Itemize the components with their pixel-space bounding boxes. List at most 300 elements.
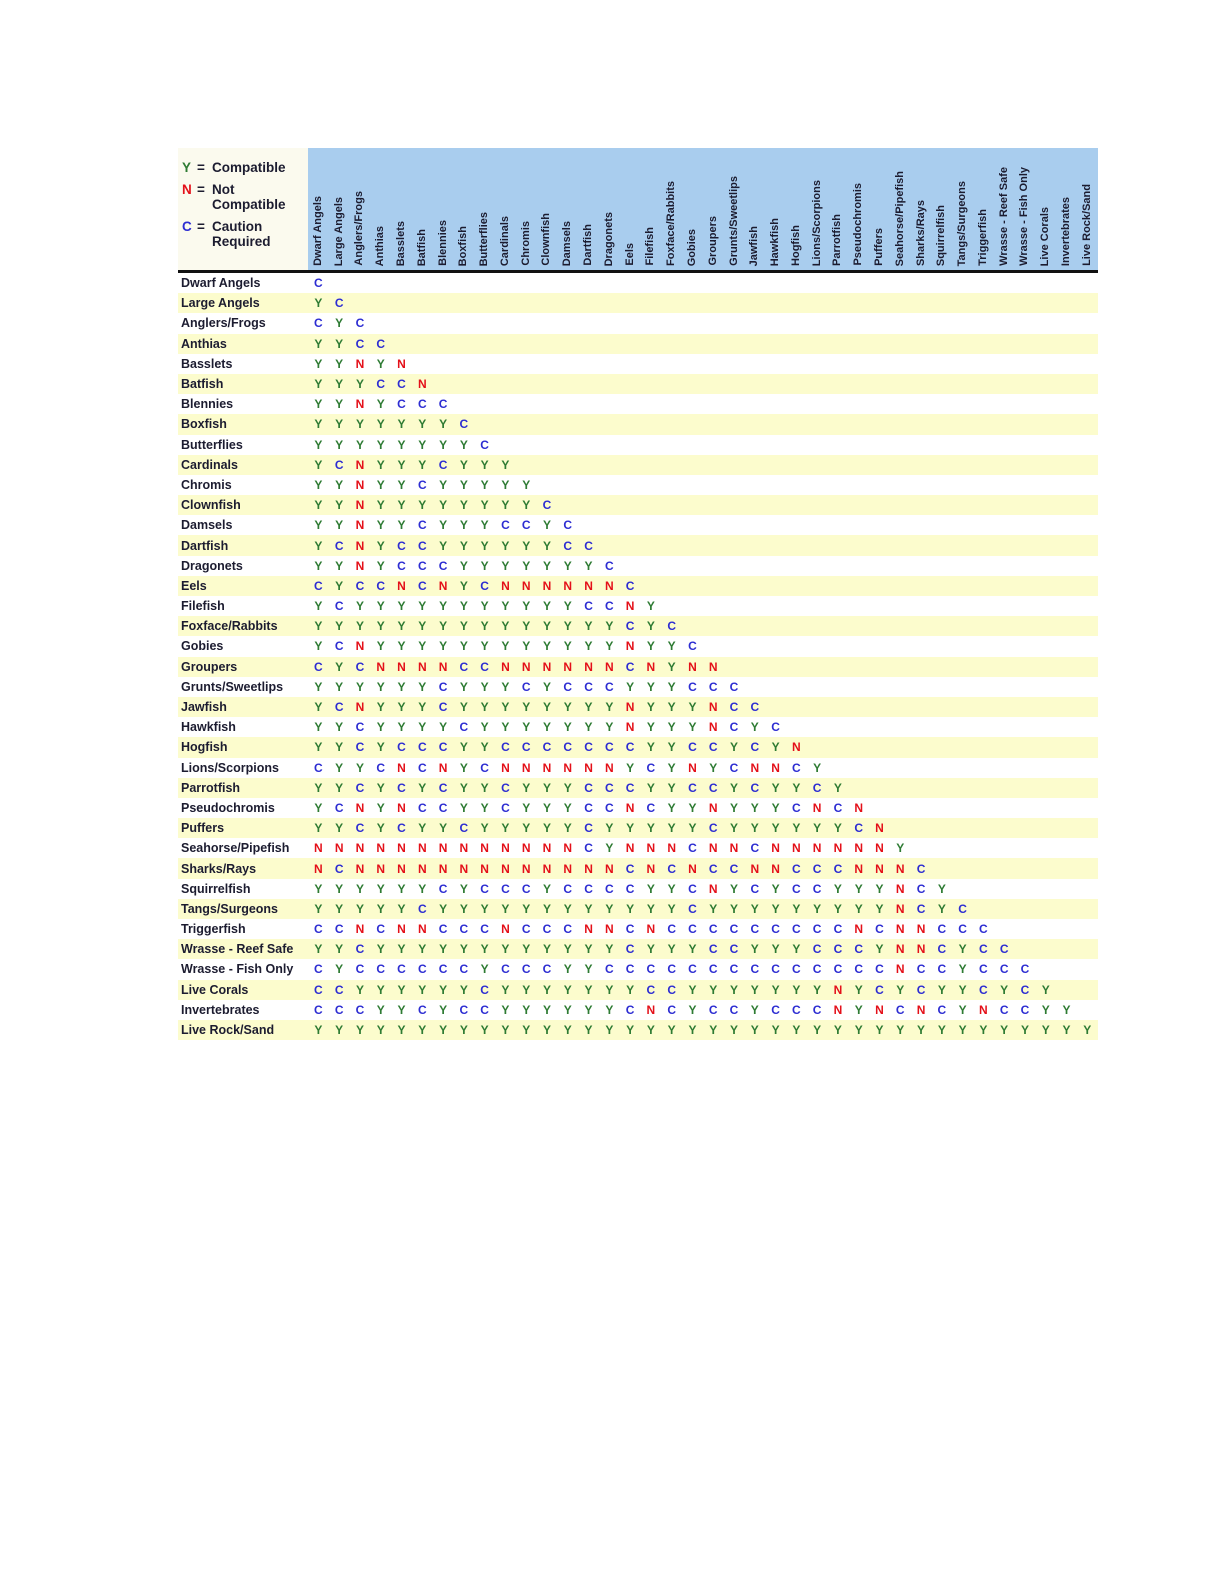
matrix-cell: Y [376, 700, 385, 715]
matrix-cell: Y [813, 760, 822, 775]
matrix-row [178, 697, 1098, 717]
matrix-cell: C [417, 578, 427, 593]
matrix-cell: N [563, 861, 573, 876]
matrix-cell: C [438, 397, 448, 412]
matrix-row [178, 919, 1098, 939]
matrix-cell: C [521, 881, 531, 896]
matrix-cell: C [521, 518, 531, 533]
matrix-cell: Y [626, 760, 635, 775]
matrix-cell: N [625, 800, 635, 815]
matrix-cell: N [542, 578, 552, 593]
matrix-cell: C [875, 982, 884, 997]
column-header [994, 148, 1015, 270]
matrix-cell: N [459, 861, 469, 876]
matrix-row [178, 980, 1098, 1000]
matrix-cell: C [438, 700, 448, 715]
matrix-cell: Y [896, 1023, 905, 1038]
matrix-row [178, 576, 1098, 596]
matrix-cell: C [521, 740, 531, 755]
matrix-cell: C [625, 942, 635, 957]
matrix-cell: Y [397, 437, 406, 452]
matrix-cell: Y [833, 1023, 842, 1038]
matrix-cell: C [521, 962, 531, 977]
matrix-cell: Y [522, 1023, 531, 1038]
matrix-cell: C [833, 942, 843, 957]
row-label: Dwarf Angels [181, 276, 261, 291]
matrix-cell: C [708, 861, 718, 876]
column-header [973, 148, 994, 270]
row-label: Eels [181, 578, 207, 593]
matrix-cell: C [417, 538, 427, 553]
matrix-cell: C [334, 599, 344, 614]
matrix-cell: Y [335, 619, 344, 634]
matrix-cell: Y [584, 700, 593, 715]
matrix-cell: N [314, 861, 323, 876]
row-label: Wrasse - Fish Only [181, 962, 294, 977]
matrix-row [178, 636, 1098, 656]
matrix-cell: Y [563, 720, 572, 735]
matrix-row [178, 798, 1098, 818]
matrix-cell: C [812, 861, 822, 876]
matrix-cell: Y [397, 518, 406, 533]
matrix-cell: Y [501, 821, 510, 836]
matrix-cell: N [750, 760, 760, 775]
column-header-label: Cardinals [498, 215, 511, 266]
matrix-cell: N [604, 659, 614, 674]
matrix-cell: N [646, 922, 656, 937]
matrix-cell: Y [522, 639, 531, 654]
matrix-cell: N [355, 356, 365, 371]
matrix-cell: Y [646, 679, 655, 694]
column-header-label: Seahorse/Pipefish [893, 170, 906, 266]
matrix-cell: N [771, 760, 780, 775]
matrix-cell: N [397, 578, 406, 593]
matrix-cell: Y [314, 720, 323, 735]
matrix-cell: Y [418, 982, 427, 997]
matrix-cell: N [355, 518, 365, 533]
matrix-cell: Y [896, 982, 905, 997]
matrix-cell: Y [563, 1023, 572, 1038]
matrix-cell: Y [542, 800, 551, 815]
matrix-cell: N [895, 901, 905, 916]
row-label: Parrotfish [181, 780, 241, 795]
matrix-cell: Y [688, 982, 697, 997]
matrix-cell: N [376, 659, 386, 674]
matrix-cell: Y [439, 720, 448, 735]
matrix-cell: C [459, 417, 469, 432]
matrix-cell: Y [355, 619, 364, 634]
matrix-cell: Y [439, 538, 448, 553]
matrix-cell: Y [646, 740, 655, 755]
matrix-cell: Y [335, 659, 344, 674]
matrix-cell: C [729, 1002, 739, 1017]
matrix-cell: Y [522, 538, 531, 553]
matrix-cell: C [376, 336, 386, 351]
matrix-row [178, 455, 1098, 475]
matrix-cell: Y [1041, 1023, 1050, 1038]
matrix-cell: C [480, 437, 489, 452]
legend [178, 148, 308, 270]
matrix-cell: C [501, 780, 510, 795]
matrix-cell: C [604, 800, 614, 815]
matrix-cell: Y [563, 962, 572, 977]
matrix-cell: C [854, 821, 864, 836]
matrix-row [178, 414, 1098, 434]
matrix-row [178, 435, 1098, 455]
matrix-cell: N [854, 841, 864, 856]
column-header-label: Eels [623, 243, 636, 266]
matrix-cell: N [708, 700, 718, 715]
matrix-cell: Y [418, 417, 427, 432]
row-label: Butterflies [181, 437, 243, 452]
row-label: Gobies [181, 639, 224, 654]
matrix-cell: C [355, 942, 365, 957]
matrix-cell: Y [439, 901, 448, 916]
matrix-cell: C [397, 740, 406, 755]
matrix-cell: N [833, 1002, 843, 1017]
matrix-cell: Y [771, 780, 780, 795]
matrix-cell: C [708, 922, 718, 937]
matrix-cell: C [688, 881, 697, 896]
matrix-cell: Y [542, 942, 551, 957]
row-label: Filefish [181, 599, 225, 614]
matrix-cell: C [438, 740, 448, 755]
matrix-cell: Y [314, 700, 323, 715]
matrix-cell: C [584, 881, 593, 896]
matrix-cell: Y [314, 1023, 323, 1038]
matrix-cell: N [501, 861, 510, 876]
matrix-cell: Y [459, 518, 468, 533]
matrix-cell: Y [501, 942, 510, 957]
matrix-cell: Y [376, 397, 385, 412]
column-header-label: Tangs/Surgeons [956, 180, 969, 266]
matrix-cell: N [625, 639, 635, 654]
row-label: Live Rock/Sand [181, 1023, 275, 1038]
column-header-label: Boxfish [457, 225, 470, 266]
matrix-cell: C [563, 538, 573, 553]
matrix-cell: N [833, 982, 843, 997]
matrix-cell: Y [335, 942, 344, 957]
matrix-cell: Y [459, 578, 468, 593]
matrix-cell: C [438, 457, 448, 472]
matrix-row [178, 717, 1098, 737]
column-header [391, 148, 412, 270]
matrix-cell: C [667, 861, 676, 876]
column-header-label: Gobies [685, 228, 698, 266]
matrix-cell: N [584, 922, 593, 937]
column-header-label: Large Angels [332, 196, 345, 266]
matrix-cell: C [1020, 982, 1030, 997]
matrix-cell: C [979, 922, 988, 937]
matrix-cell: Y [459, 700, 468, 715]
matrix-cell: Y [376, 538, 385, 553]
matrix-cell: Y [937, 901, 946, 916]
matrix-cell: Y [688, 1002, 697, 1017]
matrix-cell: N [688, 760, 697, 775]
matrix-cell: Y [563, 599, 572, 614]
matrix-cell: C [688, 740, 697, 755]
column-header [474, 148, 495, 270]
matrix-cell: Y [646, 639, 655, 654]
matrix-cell: Y [480, 477, 489, 492]
column-header [931, 148, 952, 270]
matrix-cell: N [708, 659, 718, 674]
matrix-cell: N [355, 498, 365, 513]
matrix-cell: Y [1041, 1002, 1050, 1017]
column-header [1077, 148, 1098, 270]
matrix-row [178, 838, 1098, 858]
matrix-cell: N [501, 659, 510, 674]
matrix-cell: Y [376, 477, 385, 492]
matrix-cell: Y [335, 417, 344, 432]
legend-item-caution [182, 219, 308, 249]
matrix-cell: N [355, 639, 365, 654]
column-header [869, 148, 890, 270]
matrix-cell: Y [584, 901, 593, 916]
matrix-cell: Y [605, 841, 614, 856]
matrix-cell: Y [480, 619, 489, 634]
column-header [599, 148, 620, 270]
matrix-cell: C [875, 922, 884, 937]
matrix-cell: Y [501, 599, 510, 614]
column-header-label: Grunts/Sweetlips [727, 176, 740, 266]
matrix-cell: Y [501, 1002, 510, 1017]
row-label: Dragonets [181, 558, 243, 573]
matrix-cell: Y [501, 498, 510, 513]
matrix-cell: Y [771, 982, 780, 997]
matrix-cell: Y [480, 1023, 489, 1038]
matrix-cell: C [438, 800, 448, 815]
matrix-cell: Y [314, 679, 323, 694]
row-label: Groupers [181, 659, 238, 674]
matrix-cell: Y [376, 800, 385, 815]
matrix-cell: C [376, 922, 386, 937]
row-label: Clownfish [181, 498, 241, 513]
matrix-cell: Y [875, 1023, 884, 1038]
matrix-cell: Y [314, 881, 323, 896]
matrix-cell: Y [314, 518, 323, 533]
matrix-cell: C [459, 821, 469, 836]
matrix-cell: N [417, 377, 427, 392]
matrix-cell: Y [584, 942, 593, 957]
matrix-cell: C [397, 538, 406, 553]
matrix-cell: C [999, 942, 1009, 957]
matrix-cell: Y [418, 639, 427, 654]
matrix-cell: C [625, 780, 635, 795]
matrix-cell: N [355, 477, 365, 492]
column-header-label: Filefish [644, 227, 657, 266]
matrix-cell: N [584, 578, 593, 593]
matrix-cell: Y [792, 821, 801, 836]
matrix-cell: N [895, 861, 905, 876]
matrix-cell: Y [439, 498, 448, 513]
matrix-cell: C [563, 881, 573, 896]
matrix-cell: Y [522, 720, 531, 735]
matrix-cell: Y [314, 417, 323, 432]
matrix-cell: Y [335, 1023, 344, 1038]
column-header [641, 148, 662, 270]
matrix-row [178, 495, 1098, 515]
matrix-cell: Y [771, 901, 780, 916]
matrix-cell: C [584, 821, 593, 836]
matrix-cell: Y [376, 518, 385, 533]
matrix-cell: C [729, 962, 739, 977]
matrix-cell: C [625, 881, 635, 896]
column-header [765, 148, 786, 270]
matrix-cell: Y [439, 437, 448, 452]
matrix-cell: Y [459, 639, 468, 654]
matrix-cell: C [958, 922, 967, 937]
matrix-cell: C [417, 800, 427, 815]
matrix-cell: Y [542, 1002, 551, 1017]
matrix-cell: Y [501, 982, 510, 997]
matrix-cell: Y [646, 881, 655, 896]
matrix-cell: Y [418, 498, 427, 513]
matrix-cell: Y [667, 901, 676, 916]
matrix-cell: Y [542, 700, 551, 715]
matrix-cell: Y [459, 982, 468, 997]
matrix-cell: Y [480, 720, 489, 735]
matrix-cell: Y [667, 659, 676, 674]
matrix-cell: C [584, 841, 593, 856]
matrix-cell: Y [688, 1023, 697, 1038]
matrix-cell: N [625, 599, 635, 614]
matrix-cell: C [625, 922, 635, 937]
matrix-cell: Y [542, 639, 551, 654]
matrix-cell: Y [459, 800, 468, 815]
matrix-cell: Y [314, 336, 323, 351]
matrix-cell: Y [750, 800, 759, 815]
column-header [516, 148, 537, 270]
column-header [412, 148, 433, 270]
matrix-row [178, 677, 1098, 697]
matrix-cell: Y [335, 962, 344, 977]
row-label: Cardinals [181, 457, 238, 472]
matrix-cell: C [792, 922, 801, 937]
row-label: Large Angels [181, 296, 260, 311]
matrix-cell: Y [335, 397, 344, 412]
matrix-cell: Y [501, 477, 510, 492]
matrix-cell: Y [439, 821, 448, 836]
matrix-cell: Y [335, 316, 344, 331]
matrix-cell: C [750, 841, 760, 856]
matrix-cell: Y [730, 780, 739, 795]
matrix-cell: Y [480, 498, 489, 513]
matrix-cell: Y [522, 1002, 531, 1017]
matrix-cell: Y [376, 740, 385, 755]
matrix-cell: Y [792, 901, 801, 916]
matrix-cell: C [708, 679, 718, 694]
matrix-cell: C [355, 659, 365, 674]
matrix-cell: Y [397, 942, 406, 957]
column-header [578, 148, 599, 270]
matrix-cell: Y [397, 982, 406, 997]
matrix-cell: Y [605, 942, 614, 957]
matrix-cell: N [854, 861, 864, 876]
matrix-cell: C [999, 1002, 1009, 1017]
column-header-label: Dwarf Angels [311, 196, 324, 266]
matrix-cell: N [501, 922, 510, 937]
matrix-row [178, 334, 1098, 354]
matrix-cell: Y [522, 942, 531, 957]
matrix-cell: C [937, 1002, 947, 1017]
matrix-row [178, 273, 1098, 293]
matrix-cell: Y [480, 821, 489, 836]
matrix-cell: C [480, 922, 489, 937]
matrix-cell: Y [501, 1023, 510, 1038]
matrix-cell: Y [397, 901, 406, 916]
column-header [828, 148, 849, 270]
legend-equals: = [197, 219, 205, 235]
matrix-cell: N [417, 861, 427, 876]
row-label: Blennies [181, 397, 234, 412]
matrix-cell: Y [958, 1002, 967, 1017]
matrix-cell: Y [501, 538, 510, 553]
matrix-cell: N [563, 760, 573, 775]
matrix-cell: Y [480, 538, 489, 553]
matrix-cell: C [750, 881, 760, 896]
matrix-cell: Y [522, 498, 531, 513]
matrix-cell: C [417, 740, 427, 755]
matrix-cell: Y [605, 982, 614, 997]
matrix-row [178, 616, 1098, 636]
matrix-cell: Y [813, 901, 822, 916]
matrix-cell: Y [584, 619, 593, 634]
matrix-cell: Y [522, 800, 531, 815]
matrix-cell: N [625, 700, 635, 715]
matrix-cell: C [397, 962, 406, 977]
column-header-label: Batfish [415, 228, 428, 266]
matrix-cell: C [688, 901, 697, 916]
matrix-cell: Y [397, 498, 406, 513]
matrix-cell: C [792, 1002, 801, 1017]
column-header [350, 148, 371, 270]
matrix-cell: Y [501, 619, 510, 634]
matrix-cell: Y [875, 881, 884, 896]
matrix-cell: Y [584, 982, 593, 997]
column-header [433, 148, 454, 270]
matrix-cell: Y [480, 740, 489, 755]
matrix-cell: Y [397, 639, 406, 654]
matrix-cell: N [376, 841, 386, 856]
matrix-cell: Y [459, 679, 468, 694]
matrix-cell: Y [418, 679, 427, 694]
matrix-cell: N [854, 800, 864, 815]
column-header-label: Damsels [561, 220, 574, 266]
matrix-cell: C [314, 578, 323, 593]
matrix-cell: Y [563, 639, 572, 654]
column-header-label: Anglers/Frogs [353, 191, 366, 266]
matrix-cell: C [729, 942, 739, 957]
row-label: Hogfish [181, 740, 228, 755]
matrix-cell: C [501, 740, 510, 755]
row-label: Hawkfish [181, 720, 236, 735]
matrix-cell: Y [397, 1023, 406, 1038]
matrix-cell: Y [646, 720, 655, 735]
matrix-cell: N [459, 841, 469, 856]
matrix-cell: C [667, 962, 676, 977]
matrix-cell: N [397, 841, 406, 856]
column-header-label: Parrotfish [831, 214, 844, 266]
column-header-label: Invertebrates [1060, 196, 1073, 266]
matrix-cell: Y [563, 901, 572, 916]
matrix-cell: Y [875, 942, 884, 957]
matrix-cell: C [771, 720, 780, 735]
matrix-cell: C [895, 1002, 905, 1017]
matrix-cell: N [542, 861, 552, 876]
column-header [744, 148, 765, 270]
matrix-cell: N [646, 861, 656, 876]
